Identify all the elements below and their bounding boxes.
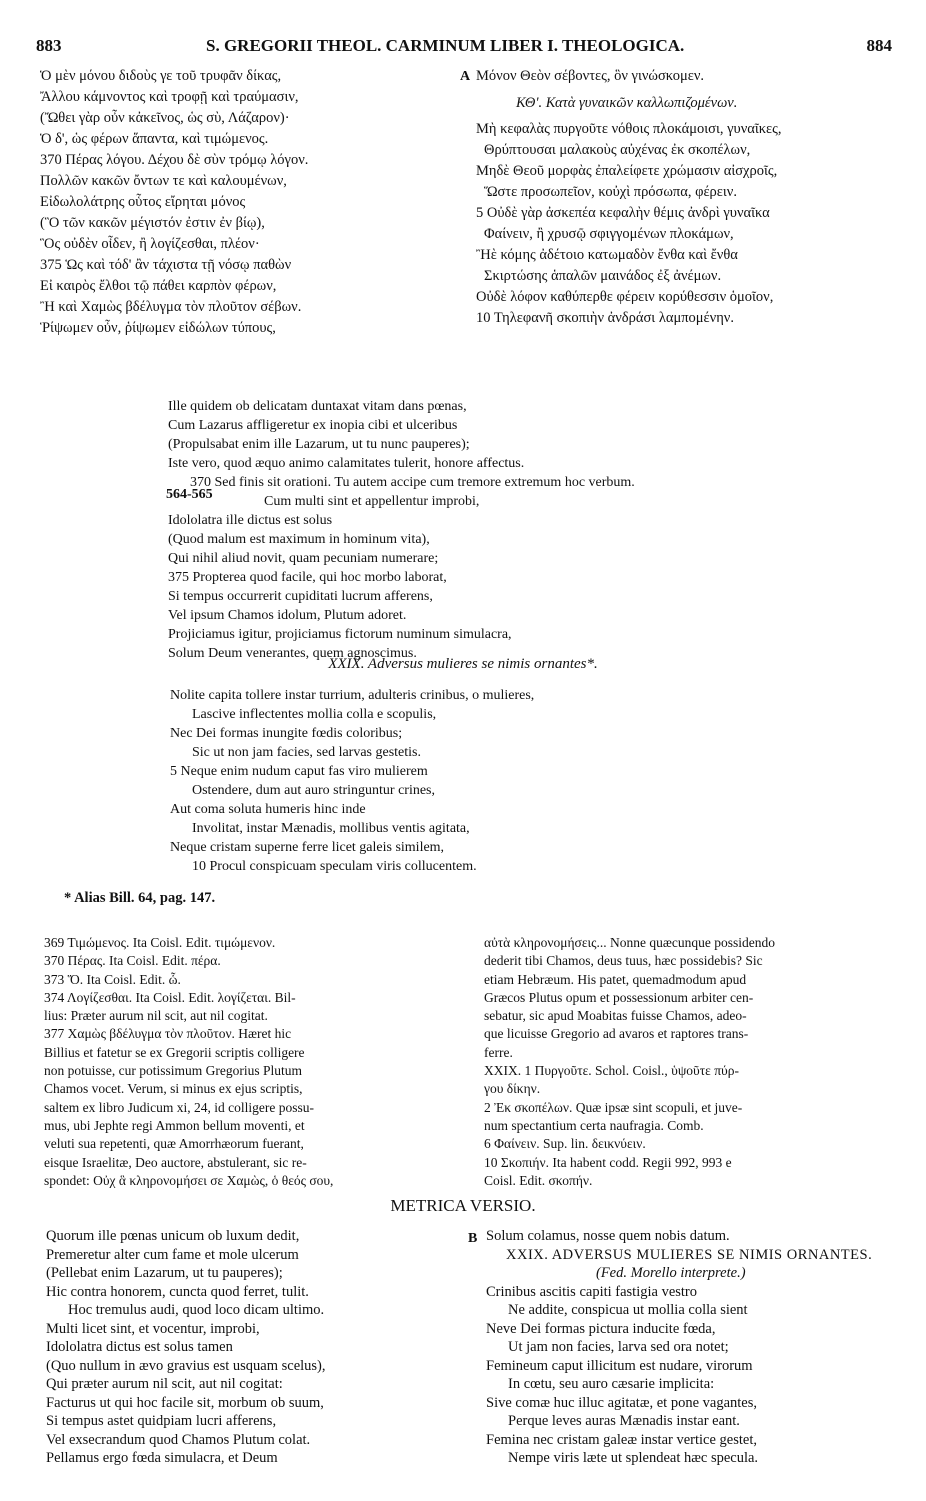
latin-line: Projiciamus igitur, projiciamus fictorum numinum simulacra,: [168, 627, 512, 642]
verse-line: Multi licet sint, et vocentur, improbi,: [46, 1320, 260, 1337]
greek-text-left-column: [40, 66, 308, 339]
note-line: num spectantium certa naufragia. Comb.: [484, 1117, 704, 1133]
note-line: saltem ex libro Judicum xi, 24, id colligere possu-: [44, 1099, 314, 1115]
latin-line: Lascive inflectentes mollia colla e scopulis,: [192, 707, 437, 722]
latin-line: Neque cristam superne ferre licet galeis similem,: [170, 840, 445, 855]
greek-line: Ὁ μὲν μόνου διδοὺς γε τοῦ τρυφᾶν δίκας,: [40, 68, 282, 84]
verse-line: Ut jam non facies, larva sed ora notet;: [508, 1339, 729, 1355]
latin-line: Aut coma soluta humeris hinc inde: [170, 802, 366, 817]
metrica-left-column: [46, 1227, 326, 1468]
metrica-versio-title: METRICA VERSIO.: [390, 1196, 536, 1215]
latin-line: Si tempus occurrerit cupiditati lucrum afferens,: [168, 589, 433, 604]
verse-line: Sive comæ huc illuc agitatæ, et pone vagantes,: [486, 1394, 758, 1411]
latin-line: 370 Sed finis sit orationi. Tu autem accipe cum tremore extremum hoc verbum.: [190, 475, 635, 490]
greek-line: Ῥίψωμεν οὖν, ῥίψωμεν εἰδώλων τύπους,: [40, 320, 276, 336]
latin-poem-title: XXIX. Adversus mulieres se nimis ornantes*.: [328, 656, 598, 672]
latin-line: Sic ut non jam facies, sed larvas gestetis.: [192, 745, 421, 760]
latin-line: Solum Deum venerantes, quem agnoscimus.: [168, 646, 417, 661]
greek-poem-title: ΚΘ'. Κατὰ γυναικῶν καλλωπιζομένων.: [516, 95, 738, 111]
latin-line: Involitat, instar Mænadis, mollibus ventis agitata,: [192, 821, 470, 836]
latin-line: Nec Dei formas inungite fœdis coloribus;: [170, 726, 403, 741]
latin-line: (Propulsabat enim ille Lazarum, ut tu nunc pauperes);: [168, 437, 470, 452]
greek-line: Μόνον Θεὸν σέβοντες, ὃν γινώσκομεν.: [476, 68, 705, 84]
greek-line: 370 Πέρας λόγου. Δέχου δὲ σὺν τρόμῳ λόγον.: [40, 152, 309, 168]
running-header: [36, 36, 892, 58]
page-number-right: 884: [866, 36, 892, 55]
latin-line: 5 Neque enim nudum caput fas viro mulierem: [170, 764, 428, 779]
latin-line: Ille quidem ob delicatam duntaxat vitam dans pœnas,: [168, 399, 467, 414]
verse-line: Ne addite, conspicua ut mollia colla sient: [508, 1302, 748, 1318]
note-line: ferre.: [484, 1044, 513, 1060]
verse-line: Qui præter aurum nil scit, aut nil cogitat:: [46, 1376, 283, 1392]
latin-line: Idololatra ille dictus est solus: [168, 513, 333, 528]
note-line: 6 Φαίνειν. Sup. lin. δεικνύειν.: [484, 1136, 646, 1152]
greek-line: Εἰδωλολάτρης οὗτος εἴρηται μόνος: [40, 194, 246, 210]
latin-line: Cum multi sint et appellentur improbi,: [264, 494, 480, 509]
note-line: XXIX. 1 Πυργοῦτε. Schol. Coisl., ὑψοῦτε πύρ-: [484, 1063, 739, 1079]
verse-line: (Quo nullum in ævo gravius est usquam scelus),: [46, 1357, 326, 1374]
greek-line: Θρύπτουσαι μαλακοὺς αὐχένας ἐκ σκοπέλων,: [484, 142, 751, 158]
greek-line: (Ὃ τῶν κακῶν μέγιστόν ἐστιν ἐν βίῳ),: [40, 215, 265, 231]
greek-line: Εἰ καιρὸς ἔλθοι τῷ πάθει καρπὸν φέρων,: [40, 278, 277, 294]
latin-line: Iste vero, quod æquo animo calamitates tulerit, honore affectus.: [168, 456, 525, 471]
note-line: 377 Χαμὼς βδέλυγμα τὸν πλοῦτον. Hæret hic: [44, 1026, 292, 1042]
greek-text-right-column: [476, 66, 782, 329]
note-line: 374 Λογίζεσθαι. Ita Coisl. Edit. λογίζεται. Bil-: [44, 989, 296, 1005]
note-line: Coisl. Edit. σκοπήν.: [484, 1172, 593, 1188]
verse-line: Nempe viris læte ut splendeat hæc specula.: [508, 1450, 759, 1466]
note-line: dederit tibi Chamos, deus tuus, hæc possidebis? Sic: [484, 953, 763, 969]
note-line: spondet: Οὐχ ἃ κληρονομήσει σε Χαμὼς, ὁ θεός σου,: [44, 1172, 334, 1188]
greek-line: Ὁ δ', ὡς φέρων ἅπαντα, καὶ τιμώμενος.: [40, 131, 269, 147]
verse-line: Perque leves auras Mænadis instar eant.: [508, 1413, 740, 1429]
latin-line: (Quod malum est maximum in hominum vita),: [168, 532, 430, 547]
greek-line: Φαίνειν, ἢ χρυσῷ σφιγγομένων πλοκάμων,: [484, 226, 734, 242]
greek-line: Σκιρτώσης ἁπαλῶν μαινάδος ἐξ ἀνέμων.: [484, 268, 722, 284]
greek-line: Μηδὲ Θεοῦ μορφὰς ἐπαλείφετε χρώμασιν αἰσχροῖς,: [476, 163, 778, 179]
verse-line: Idololatra dictus est solus tamen: [46, 1339, 233, 1355]
note-line: etiam Hebræum. His patet, quemadmodum apud: [484, 971, 747, 987]
greek-line: Ἢὲ κόμης ἀδέτοιο κατωμαδὸν ἔνθα καὶ ἔνθα: [476, 247, 738, 263]
latin-line: 375 Propterea quod facile, qui hoc morbo laborat,: [168, 570, 447, 585]
note-line: γου δίκην.: [484, 1081, 541, 1097]
note-line: αὐτὰ κληρονομήσεις... Nonne quæcunque possidendo: [484, 935, 775, 950]
verse-line: Solum colamus, nosse quem nobis datum.: [486, 1228, 730, 1244]
verse-line: Femina nec cristam galeæ instar vertice gestet,: [486, 1431, 757, 1448]
latin-line: Ostendere, dum aut auro stringuntur crines,: [192, 783, 435, 798]
verse-line: Facturus ut qui hoc facile sit, morbum ob suum,: [46, 1394, 324, 1411]
note-line: eisque Israelitæ, Deo auctore, abstulerant, sic re-: [44, 1154, 307, 1170]
verse-line: Hic contra honorem, cuncta quod ferret, tulit.: [46, 1283, 309, 1300]
note-line: que licuisse Gregorio ad avaros et raptores trans-: [484, 1026, 749, 1042]
column-marker-a: A: [460, 69, 471, 84]
note-line: 10 Σκοπιήν. Ita habent codd. Regii 992, 993 e: [484, 1154, 732, 1170]
note-line: 2 Ἐκ σκοπέλων. Quæ ipsæ sint scopuli, et juve-: [484, 1099, 743, 1115]
verse-line: Hoc tremulus audi, quod loco dicam ultimo.: [68, 1302, 325, 1318]
greek-line: Ὃς οὐδὲν οἶδεν, ἢ λογίζεσθαι, πλέον·: [40, 236, 260, 252]
verse-line: In cœtu, seu auro cæsarie implicita:: [508, 1376, 715, 1392]
greek-line: Ἄλλου κάμνοντος καὶ τροφῇ καὶ τραύμασιν,: [40, 89, 299, 105]
note-line: 370 Πέρας. Ita Coisl. Edit. πέρα.: [44, 953, 221, 969]
greek-line: 5 Οὐδὲ γὰρ ἀσκεπέα κεφαλὴν θέμις ἀνδρὶ γυναῖκα: [476, 205, 770, 221]
verse-translator-note: (Fed. Morello interprete.): [596, 1265, 746, 1281]
margin-column-number: 564-565: [166, 487, 213, 502]
latin-line: Nolite capita tollere instar turrium, adulteris crinibus, o mulieres,: [170, 688, 535, 703]
column-marker-b: B: [468, 1231, 478, 1246]
metrica-right-column: [486, 1227, 872, 1468]
greek-line: Ἢ καὶ Χαμὼς βδέλυγμα τὸν πλοῦτον σέβων.: [40, 299, 302, 315]
greek-line: Πολλῶν κακῶν ὄντων τε καὶ καλουμένων,: [40, 173, 287, 189]
verse-line: Quorum ille pœnas unicum ob luxum dedit,: [46, 1228, 300, 1244]
latin-translation: [168, 397, 635, 663]
note-line: mus, ubi Jephte regi Ammon bellum moventi, et: [44, 1117, 305, 1133]
note-line: 373 Ὅ. Ita Coisl. Edit. ὧ.: [44, 971, 181, 987]
greek-line: 375 Ὡς καὶ τόδ' ἂν τάχιστα τῇ νόσῳ παθὼν: [40, 257, 292, 273]
greek-line: 10 Τηλεφανῆ σκοπιὴν ἀνδράσι λαμπομένην.: [476, 310, 734, 326]
page-number-left: 883: [36, 36, 62, 55]
greek-line: (Ὤθει γὰρ οὖν κἀκεῖνος, ὡς σὺ, Λάζαρον)·: [40, 110, 290, 126]
verse-line: (Pellebat enim Lazarum, ut tu pauperes);: [46, 1265, 283, 1281]
note-line: non potuisse, cur potissimum Gregorius Plutum: [44, 1063, 302, 1079]
verse-line: Neve Dei formas pictura inducite fœda,: [486, 1320, 716, 1337]
greek-line: Ὥστε προσωπεῖον, κοὐχὶ πρόσωπα, φέρειν.: [484, 184, 737, 200]
verse-line: Premeretur alter cum fame et mole ulcerum: [46, 1246, 299, 1263]
latin-line: Vel ipsum Chamos idolum, Plutum adoret.: [168, 608, 407, 623]
verse-line: Crinibus ascitis capiti fastigia vestro: [486, 1283, 698, 1300]
latin-line: 10 Procul conspicuam speculam viris collucentem.: [192, 859, 477, 874]
greek-line: Μὴ κεφαλὰς πυργοῦτε νόθοις πλοκάμοισι, γυναῖκες,: [476, 121, 782, 137]
note-line: sebatur, sic apud Moabitas fuisse Chamos, adeo-: [484, 1008, 747, 1024]
latin-line: Qui nihil aliud novit, quam pecuniam numerare;: [168, 551, 439, 566]
note-line: veluti sua repetenti, quæ Amorrhæorum fuerant,: [44, 1136, 304, 1152]
note-line: Græcos Plutus opum et possessionum arbiter cen-: [484, 989, 754, 1005]
notes-left-column: [44, 934, 333, 1190]
note-line: lius: Præter aurum nil scit, aut nil cogitat.: [44, 1008, 268, 1024]
latin-line: Cum Lazarus affligeretur ex inopia cibi et ulceribus: [168, 418, 458, 433]
latin-poem: [170, 686, 534, 876]
verse-poem-title: XXIX. ADVERSUS MULIERES SE NIMIS ORNANTES.: [506, 1246, 873, 1263]
verse-line: Pellamus ergo fœda simulacra, et Deum: [46, 1450, 278, 1466]
note-line: Billius et fatetur se ex Gregorii scriptis colligere: [44, 1044, 305, 1060]
verse-line: Vel exsecrandum quod Chamos Plutum colat.: [46, 1431, 311, 1448]
verse-line: Femineum caput illicitum est nudare, virorum: [486, 1357, 753, 1374]
verse-line: Si tempus astet quidpiam lucri afferens,: [46, 1413, 277, 1429]
footnote: * Alias Bill. 64, pag. 147.: [64, 890, 216, 906]
note-line: Chamos vocet. Verum, si minus ex ejus scriptis,: [44, 1081, 303, 1097]
note-line: 369 Τιμώμενος. Ita Coisl. Edit. τιμώμενον.: [44, 935, 276, 950]
greek-line: Οὐδὲ λόφον καθύπερθε φέρειν κορύθεσσιν ὁμοῖον,: [476, 289, 774, 305]
notes-right-column: [484, 934, 775, 1190]
running-title: S. GREGORII THEOL. CARMINUM LIBER I. THEOLOGICA.: [206, 36, 685, 55]
